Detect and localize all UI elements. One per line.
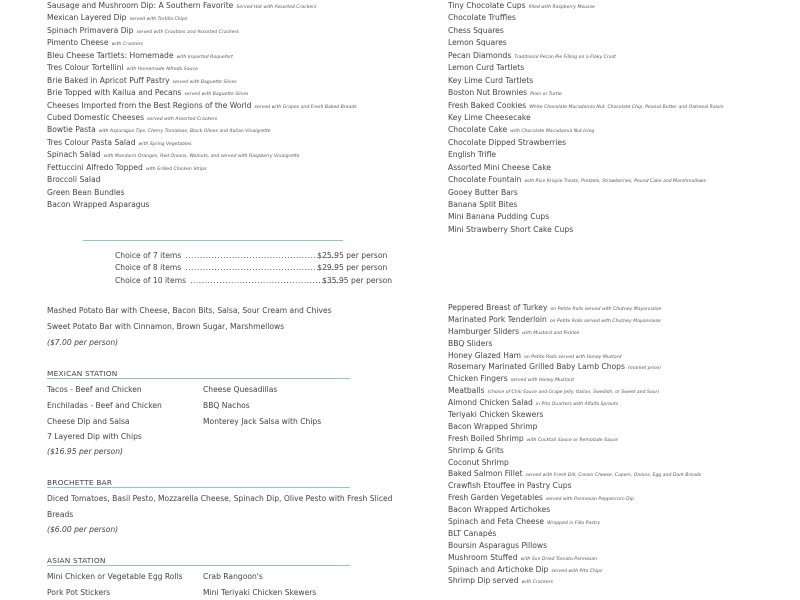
- item-name: Chicken Fingers: [448, 374, 508, 384]
- menu-item: [448, 314, 701, 326]
- item-description: served with Croutons and Assorted Crackers: [136, 29, 239, 35]
- price-value: $25.95 per person: [317, 251, 388, 260]
- menu-item: [448, 361, 701, 373]
- item-description: on Petite Rolls served with Chutney Mayonnaise: [549, 318, 661, 324]
- menu-item: [448, 338, 701, 350]
- item-description: served with Fresh Dill, Cream Cheese, Capers, Onions, Egg and Dark Breads: [525, 473, 702, 479]
- menu-item: [448, 373, 701, 385]
- item-name: Spinach and Artichoke Dip: [448, 564, 549, 574]
- menu-item: [448, 187, 724, 199]
- divider: [83, 240, 343, 241]
- menu-item: [448, 149, 724, 161]
- price-value: $35.95 per person: [322, 276, 393, 285]
- potato-bar-item: Mashed Potato Bar with Cheese, Bacon Bits, Salsa, Sour Cream and Chives: [47, 306, 332, 315]
- item-name: Banana Split Bites: [448, 200, 518, 209]
- potato-bar-price: ($7.00 per person): [47, 338, 119, 347]
- item-name: Spinach Primavera Dip: [47, 25, 134, 35]
- menu-item: [47, 25, 357, 37]
- item-description: with Asparagus Tips, Cherry Tomatoes, Black Olives and Italian Vinaigrette: [98, 129, 271, 135]
- item-description: with Grilled Chicken Strips: [145, 166, 207, 172]
- menu-item: [47, 62, 357, 74]
- menu-item: [47, 112, 357, 124]
- menu-item: 7 Layered Dip with Chips: [47, 432, 142, 441]
- menu-item: [448, 0, 724, 12]
- item-name: Fresh Garden Vegetables: [448, 493, 543, 503]
- menu-item: Mini Chicken or Vegetable Egg Rolls: [47, 572, 183, 581]
- menu-item: [47, 75, 357, 87]
- menu-item: [448, 504, 701, 516]
- menu-item: [448, 516, 701, 528]
- item-name: Chocolate Cake: [448, 125, 508, 135]
- menu-item: [47, 149, 357, 161]
- menu-item: Cheese Dip and Salsa: [47, 417, 130, 426]
- item-name: Meatballs: [448, 386, 485, 396]
- item-name: Bacon Wrapped Asparagus: [47, 200, 150, 209]
- item-name: Lemon Squares: [448, 38, 507, 48]
- menu-item: [47, 50, 357, 62]
- item-name: Pecan Diamonds: [448, 50, 512, 60]
- potato-bar-item: Sweet Potato Bar with Cinnamon, Brown Sugar, Marshmellows: [47, 322, 285, 331]
- item-description: with Homemade Alfredo Sauce: [126, 67, 198, 73]
- menu-item: [448, 445, 701, 457]
- item-name: Mini Banana Pudding Cups: [448, 212, 550, 222]
- item-name: Boursin Asparagus Pillows: [448, 540, 548, 550]
- menu-item: [448, 409, 701, 421]
- item-name: Honey Glazed Ham: [448, 350, 522, 360]
- menu-item: [47, 100, 357, 112]
- menu-item: [448, 492, 701, 504]
- item-description: Plain or Turtle: [530, 92, 562, 98]
- menu-item: [448, 433, 701, 445]
- item-name: Bacon Wrapped Artichokes: [448, 505, 551, 515]
- menu-item: [448, 12, 724, 24]
- item-name: Sausage and Mushroom Dip: A Southern Favorite: [47, 1, 234, 10]
- menu-item: [448, 457, 701, 469]
- item-description: with Sun Dried Tomato Parmesan: [520, 556, 598, 562]
- item-name: Chocolate Dipped Strawberries: [448, 137, 567, 147]
- item-description: (market price): [627, 366, 661, 372]
- menu-item: [448, 224, 724, 236]
- item-name: Fettuccini Alfredo Topped: [47, 162, 143, 172]
- item-description: with Cocktail Sauce or Remolade Sauce: [526, 437, 618, 443]
- item-name: Baked Salmon Fillet: [448, 469, 523, 479]
- item-name: English Trifle: [448, 150, 497, 160]
- menu-item: [448, 421, 701, 433]
- menu-item: [448, 124, 724, 136]
- menu-item: [47, 12, 357, 24]
- menu-item: [448, 528, 701, 540]
- brochette-price: ($6.00 per person): [47, 525, 119, 534]
- item-name: BBQ Sliders: [448, 338, 493, 348]
- item-description: served with Pita Chips: [551, 568, 603, 574]
- item-name: Chess Squares: [448, 25, 504, 35]
- item-description: served with Baguette Slices: [172, 79, 237, 85]
- menu-item: [448, 25, 724, 37]
- item-description: with Crackers: [111, 42, 143, 48]
- menu-item: [448, 112, 724, 124]
- menu-item: [448, 302, 701, 314]
- section-title-brochette: BROCHETTE BAR: [47, 478, 113, 487]
- item-name: Shrimp Dip served: [448, 576, 519, 586]
- item-description: White Chocolate Macadamia Nut, Chocolate Chip, Peanut Butter and Oatmeal Raisin: [529, 104, 724, 110]
- item-name: Gooey Butter Bars: [448, 187, 518, 197]
- item-description: served with Baguette Slices: [184, 92, 249, 98]
- hors-doeuvres-list: [448, 302, 701, 587]
- menu-item: [448, 468, 701, 480]
- menu-item: Crab Rangoon's: [203, 572, 263, 581]
- item-name: Brie Topped with Kailua and Pecans: [47, 88, 182, 98]
- menu-item: [448, 162, 724, 174]
- item-description: with Mandarin Oranges, Red Onions, Walnuts, and served with Raspberry Vinaigrette: [103, 154, 300, 160]
- item-name: Tiny Chocolate Cups: [448, 1, 526, 10]
- item-name: Mexican Layered Dip: [47, 13, 127, 23]
- item-name: Tres Colour Tortellini: [47, 63, 124, 73]
- dot-leader: ....................................................: [185, 263, 337, 272]
- item-name: Bowtie Pasta: [47, 125, 96, 135]
- item-name: Marinated Pork Tenderloin: [448, 314, 547, 324]
- menu-item: [448, 350, 701, 362]
- item-name: Cubed Domestic Cheeses: [47, 112, 145, 122]
- menu-item: [448, 540, 701, 552]
- menu-item: Cheese Quesadillas: [203, 385, 278, 394]
- item-name: Coconut Shrimp: [448, 457, 509, 467]
- brochette-text: Breads: [47, 510, 74, 519]
- item-description: served with Grapes and Fresh Baked Breads: [254, 104, 357, 110]
- menu-item: [47, 0, 357, 12]
- menu-item: [448, 50, 724, 62]
- item-description: on Petite Rolls served with Chutney Mayonnaise: [550, 307, 662, 312]
- mexican-price: ($16.95 per person): [47, 447, 123, 456]
- item-name: Spinach Salad: [47, 150, 101, 160]
- menu-item: [448, 564, 701, 576]
- dessert-list: [448, 0, 724, 236]
- menu-item: [448, 137, 724, 149]
- item-description: filled with Raspberry Mousse: [528, 5, 595, 10]
- item-name: Fresh Boiled Shrimp: [448, 433, 524, 443]
- item-name: Spinach and Feta Cheese: [448, 517, 545, 527]
- item-name: Mushroom Stuffed: [448, 552, 518, 562]
- price-row: [115, 251, 387, 260]
- item-name: Cheeses Imported from the Best Regions of the World: [47, 100, 252, 110]
- price-label: Choice of 7 items: [115, 251, 182, 260]
- item-description: with Imported Roquefort: [176, 54, 233, 60]
- menu-item: Pork Pot Stickers: [47, 588, 111, 597]
- divider: [47, 378, 350, 379]
- menu-item: Mini Teriyaki Chicken Skewers: [203, 588, 317, 597]
- item-name: Rosemary Marinated Grilled Baby Lamb Chops: [448, 362, 625, 372]
- menu-item: [448, 480, 701, 492]
- item-name: Assorted Mini Cheese Cake: [448, 162, 552, 172]
- item-name: Fresh Baked Cookies: [448, 100, 527, 110]
- menu-item: Tacos - Beef and Chicken: [47, 385, 142, 394]
- price-value: $29.95 per person: [317, 263, 388, 272]
- menu-item: [47, 37, 357, 49]
- item-name: Broccoli Salad: [47, 175, 101, 185]
- menu-item: [448, 575, 701, 587]
- item-description: in Pita Quarters with Alfalfa Sprouts: [535, 402, 619, 408]
- item-description: Traditional Pecan Pie Filling on a Flaky Crust: [514, 54, 616, 60]
- menu-item: [448, 100, 724, 112]
- menu-item: [448, 75, 724, 87]
- item-name: Lemon Curd Tartlets: [448, 63, 525, 73]
- menu-item: [448, 62, 724, 74]
- divider: [47, 487, 350, 488]
- menu-item: [47, 199, 357, 211]
- dot-leader: ....................................................: [190, 276, 342, 285]
- price-row: [115, 263, 387, 272]
- item-description: Served Hot with Assorted Crackers: [236, 5, 317, 10]
- menu-item: [448, 211, 724, 223]
- item-description: with Mustard and Pickles: [522, 330, 580, 336]
- item-name: Teriyaki Chicken Skewers: [448, 410, 544, 420]
- menu-item: [448, 199, 724, 211]
- menu-item: Enchiladas - Beef and Chicken: [47, 401, 162, 410]
- divider: [47, 565, 350, 566]
- item-name: BLT Canapés: [448, 528, 497, 538]
- item-description: on Petite Rolls served with Honey Mustard: [524, 354, 622, 360]
- menu-item: [448, 385, 701, 397]
- dot-leader: ....................................................: [185, 251, 337, 260]
- item-description: served with Tortilla Chips: [129, 17, 188, 23]
- section-title-mexican: MEXICAN STATION: [47, 369, 118, 378]
- item-description: with Spring Vegetables: [138, 141, 192, 147]
- item-name: Shrimp & Grits: [448, 445, 504, 455]
- item-description: with Rice Krispie Treats, Pretzels, Strawberries, Pound Cake and Marshmallows: [524, 179, 706, 185]
- price-row: [115, 276, 392, 285]
- item-name: Almond Chicken Salad: [448, 398, 533, 408]
- menu-item: [448, 174, 724, 186]
- item-name: Brie Baked in Apricot Puff Pastry: [47, 75, 170, 85]
- item-name: Hamburger Sliders: [448, 326, 520, 336]
- item-name: Key Lime Curd Tartlets: [448, 75, 534, 85]
- item-name: Pimento Cheese: [47, 38, 109, 48]
- menu-item: [448, 552, 701, 564]
- menu-item: [47, 137, 357, 149]
- menu-item: BBQ Nachos: [203, 401, 250, 410]
- item-name: Bleu Cheese Tartlets: Homemade: [47, 50, 174, 60]
- item-name: Crawfish Etouffee in Pastry Cups: [448, 481, 572, 491]
- item-name: Bacon Wrapped Shrimp: [448, 421, 538, 431]
- menu-item: [47, 87, 357, 99]
- menu-item: [47, 187, 357, 199]
- menu-item: Monterey Jack Salsa with Chips: [203, 417, 322, 426]
- item-name: Mini Strawberry Short Cake Cups: [448, 224, 574, 234]
- menu-item: [448, 37, 724, 49]
- menu-item: [448, 397, 701, 409]
- item-description: (choice of Chili Sauce and Grape Jelly, Italian, Swedish, or Sweet and Sour): [487, 390, 660, 396]
- menu-item: [47, 174, 357, 186]
- item-description: Wrapped in Fillo Pastry: [547, 521, 601, 527]
- item-description: served with Assorted Crackers: [147, 116, 218, 122]
- item-description: served with Honey Mustard: [510, 378, 574, 384]
- item-name: Green Bean Bundles: [47, 187, 125, 197]
- item-description: with Chocolate Macadamia Nut Icing: [510, 129, 595, 135]
- item-name: Chocolate Fountain: [448, 175, 522, 185]
- item-description: served with Parmesan Peppercorn Dip: [545, 497, 634, 503]
- menu-item: [47, 124, 357, 136]
- item-name: Tres Colour Pasta Salad: [47, 137, 136, 147]
- brochette-text: Diced Tomatoes, Basil Pesto, Mozzarella Cheese, Spinach Dip, Olive Pesto with Fresh Sliced: [47, 494, 393, 503]
- item-description: with Crackers: [521, 580, 553, 586]
- menu-item: [47, 162, 357, 174]
- menu-item: [448, 326, 701, 338]
- price-label: Choice of 10 items: [115, 276, 187, 285]
- item-name: Boston Nut Brownies: [448, 88, 528, 98]
- menu-item: [448, 87, 724, 99]
- section-title-asian: ASIAN STATION: [47, 556, 106, 565]
- appetizer-list: [47, 0, 357, 211]
- item-name: Chocolate Truffles: [448, 13, 516, 23]
- item-name: Peppered Breast of Turkey: [448, 303, 548, 312]
- item-name: Key Lime Cheesecake: [448, 112, 531, 122]
- price-label: Choice of 8 items: [115, 263, 182, 272]
